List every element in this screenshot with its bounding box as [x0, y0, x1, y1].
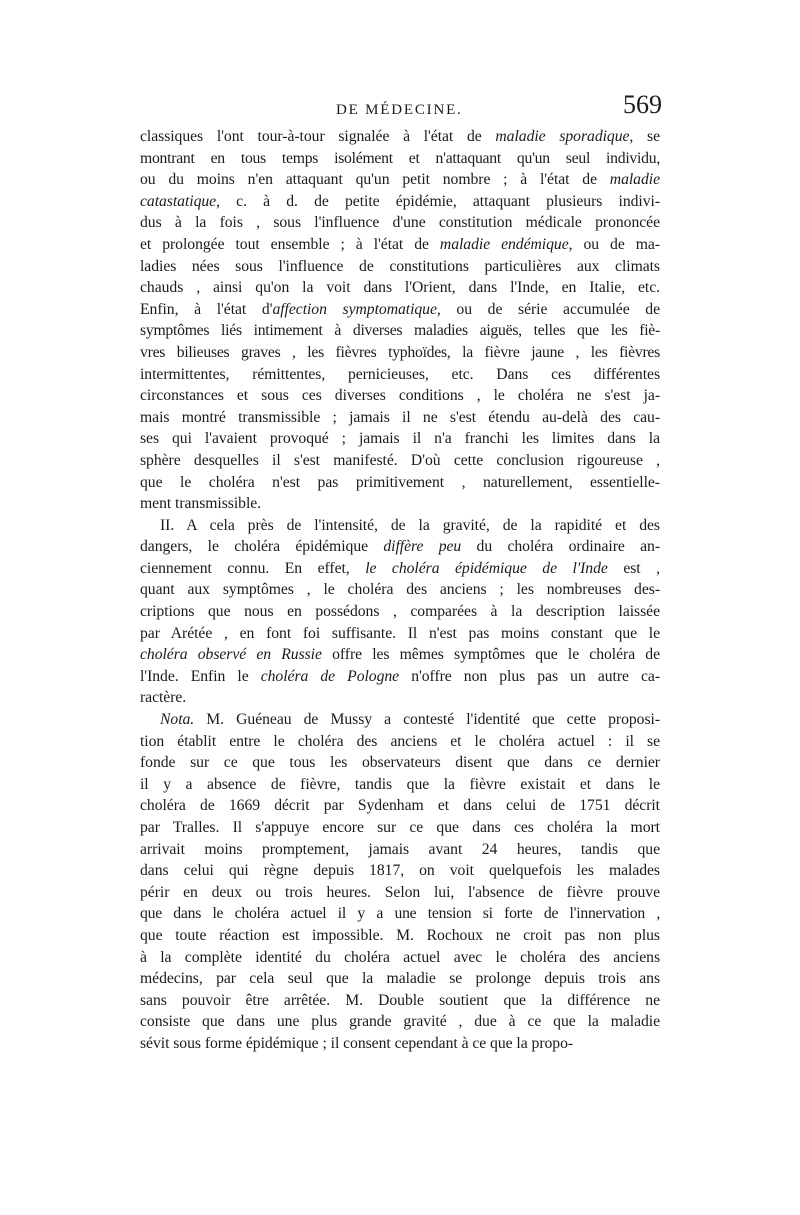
text-line [140, 903, 660, 925]
text-run: médecins, par cela seul que la maladie se prolonge depuis trois ans [140, 970, 660, 988]
text-line [140, 320, 660, 342]
text-run: par Arétée , en font foi suffisante. Il n'est pas moins constant que le [140, 624, 660, 642]
text-line [140, 882, 660, 904]
text-run: circonstances et sous ces diverses conditions , le choléra ne s'est ja- [140, 387, 660, 405]
text-line [140, 774, 660, 796]
text-line [140, 450, 660, 472]
text-run: vres bilieuses graves , les fièvres typhoïdes, la fièvre jaune , les fièvres [140, 343, 660, 361]
text-line [140, 817, 660, 839]
text-run: l'Inde. Enfin le [140, 667, 261, 685]
running-head: DE MÉDECINE. [336, 102, 463, 118]
italic-text: le choléra épidémique de l'Inde [365, 559, 608, 577]
text-run: fonde sur ce que tous les observateurs disent que dans ce dernier [140, 754, 660, 772]
text-run: mais montré transmissible ; jamais il ne s'est étendu au-delà des cau- [140, 408, 660, 426]
text-run: quant aux symptômes , le choléra des anciens ; les nombreuses des- [140, 581, 660, 599]
italic-text: affection symptomatique [272, 300, 437, 318]
text-run: ou du moins n'en attaquant qu'un petit nombre ; à l'état de [140, 171, 610, 189]
text-line [140, 731, 660, 753]
text-run: criptions que nous en possédons , comparées à la description laissée [140, 603, 660, 621]
text-line [140, 579, 660, 601]
text-run: M. Guéneau de Mussy a contesté l'identité que cette proposi- [194, 711, 660, 729]
text-run: ladies nées sous l'influence de constitutions particulières aux climats [140, 257, 660, 275]
text-run: du choléra ordinaire an- [461, 538, 661, 556]
text-line [140, 623, 660, 645]
text-line [140, 687, 660, 709]
text-run: chauds , ainsi qu'on la voit dans l'Orient, dans l'Inde, en Italie, etc. [140, 279, 660, 297]
text-run: et prolongée tout ensemble ; à l'état de [140, 235, 440, 253]
text-run: montrant en tous temps isolément et n'attaquant qu'un seul individu, [140, 149, 660, 167]
text-line [140, 709, 660, 731]
text-line [140, 472, 660, 494]
text-run: , se [629, 128, 660, 145]
text-run: ractère. [140, 689, 187, 707]
text-line [140, 342, 660, 364]
text-run: sévit sous forme épidémique ; il consent cependant à ce que la propo- [140, 1034, 574, 1052]
text-line [140, 1033, 660, 1055]
page-number: 569 [623, 90, 662, 119]
text-line [140, 493, 660, 515]
text-run: que dans le choléra actuel il y a une tension si forte de l'innervation , [140, 905, 660, 923]
italic-text: catastatique [140, 192, 217, 210]
text-run: arrivait moins promptement, jamais avant 24 heures, tandis que [140, 840, 660, 858]
text-line [140, 925, 660, 947]
italic-text: choléra observé en Russie [140, 646, 322, 664]
text-run: ciennement connu. En effet, [140, 559, 366, 577]
text-run: sans pouvoir être arrêtée. M. Double soutient que la différence ne [140, 991, 660, 1009]
text-line [140, 752, 660, 774]
text-run: est , [607, 559, 660, 577]
text-run: choléra de 1669 décrit par Sydenham et dans celui de 1751 décrit [140, 797, 660, 815]
text-run: à la complète identité du choléra actuel avec le choléra des anciens [140, 948, 660, 966]
text-line [140, 126, 660, 148]
text-run: que le choléra n'est pas primitivement , naturellement, essentielle- [140, 473, 660, 491]
text-line [140, 169, 660, 191]
text-run: que toute réaction est impossible. M. Rochoux ne croit pas non plus [140, 926, 660, 944]
text-line [140, 1011, 660, 1033]
text-run: intermittentes, rémittentes, pernicieuses, etc. Dans ces différentes [140, 365, 660, 383]
text-run: II. A cela près de l'intensité, de la gravité, de la rapidité et des [160, 516, 660, 534]
text-line [140, 515, 660, 537]
text-line [140, 795, 660, 817]
text-run: ment transmissible. [140, 495, 262, 513]
text-run: dans celui qui règne depuis 1817, on voit quelquefois les malades [140, 862, 660, 880]
text-line [140, 148, 660, 170]
text-run: ses qui l'avaient provoqué ; jamais il n'a franchi les limites dans la [140, 430, 660, 448]
text-run: , ou de série accumulée de [436, 300, 660, 318]
text-line [140, 428, 660, 450]
italic-text: maladie sporadique [495, 128, 630, 145]
italic-text: choléra de Pologne [260, 667, 400, 685]
text-run: offre les mêmes symptômes que le choléra de [321, 646, 660, 664]
text-run: tion établit entre le choléra des anciens et le choléra actuel : il se [140, 732, 660, 750]
page-header [140, 92, 662, 126]
text-run: n'offre non plus pas un autre ca- [399, 667, 661, 685]
italic-text: Nota. [160, 711, 195, 729]
text-line [140, 536, 660, 558]
italic-text: maladie endémique [439, 235, 569, 253]
italic-text: maladie [609, 171, 660, 189]
text-run: dangers, le choléra épidémique [140, 538, 384, 556]
text-run: par Tralles. Il s'appuye encore sur ce que dans ces choléra la mort [140, 819, 660, 836]
text-line [140, 860, 660, 882]
text-run: symptômes liés intimement à diverses maladies aiguës, telles que les fiè- [140, 322, 660, 340]
text-run: périr en deux ou trois heures. Selon lui, l'absence de fièvre prouve [140, 883, 660, 901]
text-line [140, 256, 660, 278]
text-line [140, 407, 660, 429]
text-run: Enfin, à l'état d' [140, 300, 273, 318]
text-run: , ou de ma- [568, 235, 660, 253]
text-run: classiques l'ont tour-à-tour signalée à l'état de [140, 128, 496, 145]
text-run: sphère desquelles il s'est manifesté. D'où cette conclusion rigoureuse , [140, 451, 660, 469]
text-run: dus à la fois , sous l'influence d'une constitution médicale prononcée [140, 214, 660, 232]
text-line [140, 990, 660, 1012]
text-line [140, 839, 660, 861]
text-line [140, 601, 660, 623]
text-run: , c. à d. de petite épidémie, attaquant plusieurs indivi- [216, 192, 660, 210]
text-line [140, 277, 660, 299]
text-line [140, 968, 660, 990]
body-text [140, 126, 660, 1126]
text-line [140, 234, 660, 256]
text-line [140, 191, 660, 213]
text-run: il y a absence de fièvre, tandis que la fièvre existait et dans le [140, 775, 660, 793]
text-line [140, 558, 660, 580]
text-run: consiste que dans une plus grande gravité , due à ce que la maladie [140, 1013, 660, 1031]
text-line [140, 644, 660, 666]
italic-text: diffère peu [383, 538, 462, 556]
text-line [140, 299, 660, 321]
text-line [140, 666, 660, 688]
text-line [140, 364, 660, 386]
text-line [140, 385, 660, 407]
text-line [140, 947, 660, 969]
text-line [140, 212, 660, 234]
